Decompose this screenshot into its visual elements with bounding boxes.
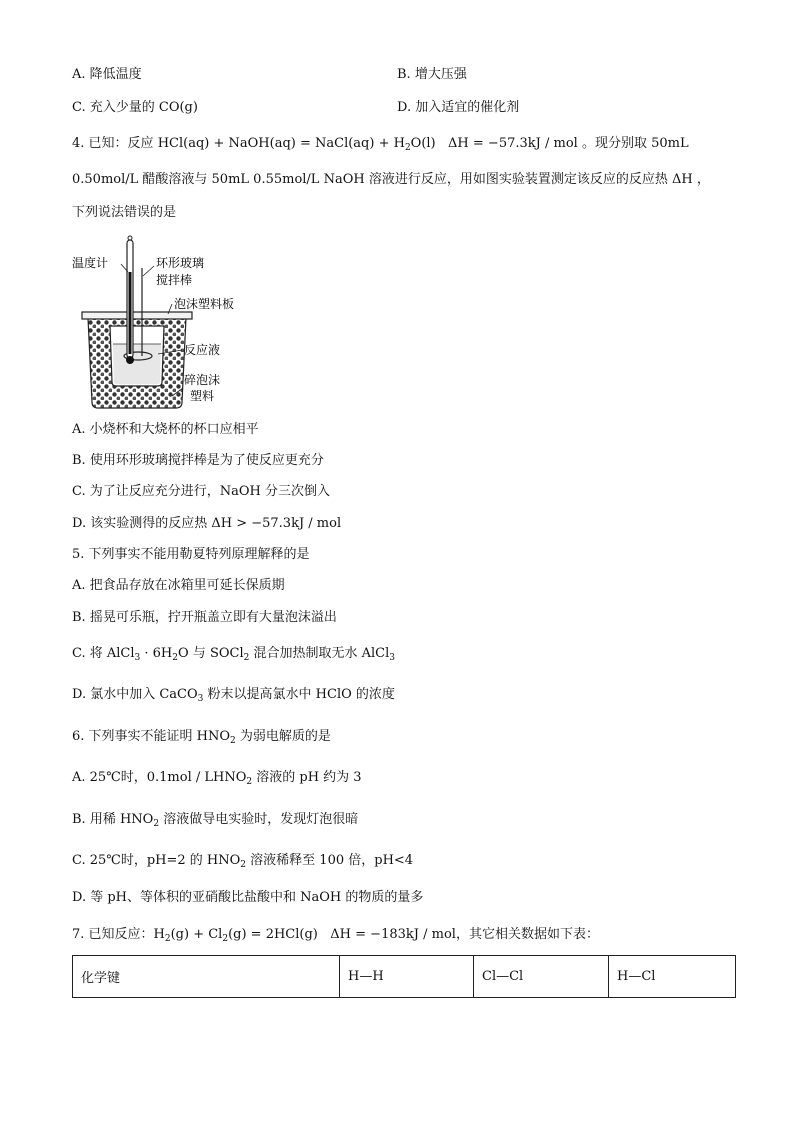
q7-delta-h: ΔH = −183kJ / mol [330,927,456,942]
label-stirrer-1: 环形玻璃 [156,256,205,270]
table-row [73,956,736,998]
option-3c: C. 充入少量的 CO(g) [72,100,198,115]
option-5b: B. 摇晃可乐瓶，拧开瓶盖立即有大量泡沫溢出 [72,610,337,625]
q4-prefix: 4. 已知：反应 [72,136,154,151]
q7-text-4: ，其它相关数据如下表： [455,927,599,942]
q6-text-2: 为弱电解质的是 [235,729,331,744]
subscript: 2 [172,653,179,663]
table-header-cell: Cl—Cl [474,956,609,998]
option-4c: C. 为了让反应充分进行，NaOH 分三次倒入 [72,484,331,499]
q5d-text-1: D. 氯水中加入 CaCO [72,687,198,702]
foam-board [82,312,192,319]
q4-equation: HCl(aq) + NaOH(aq) = NaCl(aq) + H [157,136,405,151]
option-6c [72,852,413,874]
question-4-line3: 下列说法错误的是 [72,205,177,220]
question-7-stem [72,926,599,948]
table-header-cell: 化学键 [73,956,340,998]
q5c-text-2: · 6H [140,646,173,661]
option-4d: D. 该实验测得的反应热 ΔH > −57.3kJ / mol [72,516,342,531]
label-stirrer-2: 搅拌棒 [156,273,193,287]
bond-data-table [72,955,736,998]
q7-text-1: 7. 已知反应：H [72,927,165,942]
q4-suffix: 。现分别取 50mL [581,136,689,151]
subscript: 3 [134,653,141,663]
reaction-liquid [113,344,161,384]
option-3a: A. 降低温度 [72,67,142,82]
option-5d [72,686,395,708]
subscript: 2 [230,736,236,746]
subscript: 2 [164,934,171,944]
subscript: 2 [243,653,250,663]
subscript: 3 [389,653,395,663]
q6a-text-2: 溶液的 pH 约为 3 [252,770,362,785]
option-6a [72,769,362,791]
q6c-text-1: C. 25℃时，pH=2 的 HNO [72,853,241,868]
label-liquid: 反应液 [184,343,221,357]
q7-text-2: (g) + Cl [170,927,223,942]
option-6d: D. 等 pH、等体积的亚硝酸比盐酸中和 NaOH 的物质的量多 [72,890,424,905]
q4-equation-tail: O(l) [410,136,436,151]
label-foam-board: 泡沫塑料板 [174,297,235,311]
option-4b: B. 使用环形玻璃搅拌棒是为了使反应更充分 [72,453,324,468]
option-5c [72,645,395,667]
subscript: 2 [153,819,160,829]
q6c-text-2: 溶液稀释至 100 倍，pH<4 [246,853,414,868]
option-3b: B. 增大压强 [397,67,467,82]
q7-text-3: (g) = 2HCl(g) [228,927,318,942]
question-4-stem [72,135,689,157]
q5c-text-3: O 与 SOCl [178,646,244,661]
subscript: 2 [246,777,253,787]
q4-delta-h: ΔH = −57.3kJ / mol [448,136,578,151]
q6b-text-1: B. 用稀 HNO [72,812,154,827]
label-foam-1: 碎泡沫 [184,373,221,387]
subscript: 3 [197,694,204,704]
subscript: 2 [222,934,229,944]
question-4-line2: 0.50mol/L 醋酸溶液与 50mL 0.55mol/L NaOH 溶液进行反应，用如图实验装置测定该反应的反应热 ΔH ， [72,172,710,187]
option-3d: D. 加入适宜的催化剂 [397,100,520,115]
q6a-text-1: A. 25℃时，0.1mol / LHNO [72,770,247,785]
option-4a: A. 小烧杯和大烧杯的杯口应相平 [72,422,259,437]
subscript: 2 [404,143,411,153]
calorimeter-figure [72,232,272,410]
label-thermometer: 温度计 [72,256,109,270]
table-header-cell: H—Cl [609,956,736,998]
q6b-text-2: 溶液做导电实验时，发现灯泡很暗 [159,812,359,827]
option-5a: A. 把食品存放在冰箱里可延长保质期 [72,578,285,593]
q5c-text-1: C. 将 AlCl [72,646,135,661]
option-6b [72,811,358,833]
table-header-cell: H—H [340,956,474,998]
q5d-text-2: 粉末以提高氯水中 HClO 的浓度 [203,687,395,702]
question-6-stem [72,728,331,750]
q6-text-1: 6. 下列事实不能证明 HNO [72,729,231,744]
question-5-stem: 5. 下列事实不能用勒夏特列原理解释的是 [72,547,310,562]
subscript: 2 [240,860,247,870]
q5c-text-4: 混合加热制取无水 AlCl [249,646,390,661]
label-foam-2: 塑料 [190,389,215,403]
